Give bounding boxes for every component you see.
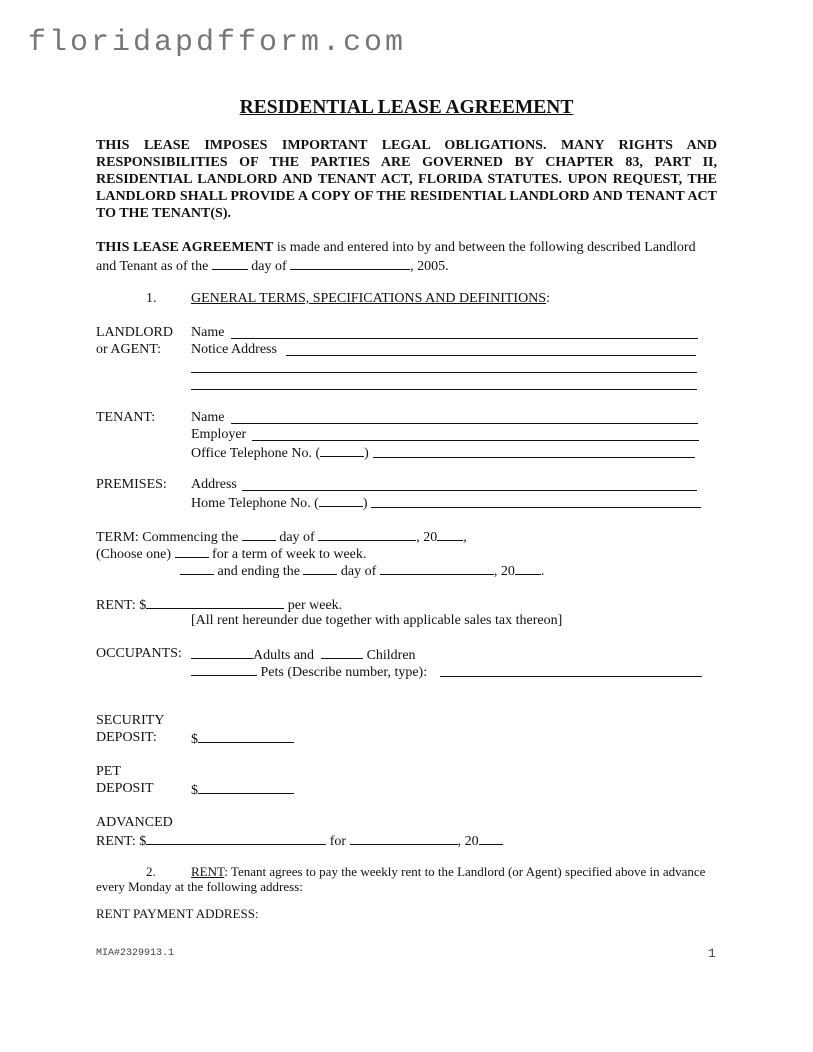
- advanced-year-field[interactable]: [479, 831, 503, 845]
- term-option-week-text: for a term of week to week.: [208, 547, 367, 562]
- intro-bold: THIS LEASE AGREEMENT: [96, 240, 274, 255]
- intro-day-field[interactable]: [212, 256, 248, 270]
- term-ending-text: and ending the: [214, 564, 304, 579]
- tenant-employer-field[interactable]: [252, 440, 699, 441]
- intro-text-2c: , 2005.: [410, 259, 449, 274]
- premises-address-field[interactable]: [242, 490, 697, 491]
- adults-label: Adults and: [253, 648, 315, 663]
- term-option-week-field[interactable]: [175, 544, 209, 558]
- pet-deposit-amount: [191, 780, 294, 799]
- term-choose-label: (Choose one): [96, 547, 172, 562]
- landlord-name-label: Name: [191, 325, 225, 340]
- home-phone-number-field[interactable]: [371, 507, 701, 508]
- intro-line-2: [96, 256, 449, 275]
- term-end-period: .: [540, 564, 545, 579]
- office-phone-area-code[interactable]: [320, 443, 364, 457]
- occupants-label: OCCUPANTS:: [96, 646, 182, 661]
- section-2-text: : Tenant agrees to pay the weekly rent to the Landlord (or Agent) specified above in advance: [224, 864, 706, 879]
- children-count-field[interactable]: [321, 645, 363, 659]
- tenant-office-phone: [191, 443, 369, 462]
- intro-line-1: [96, 239, 696, 256]
- office-phone-paren: ): [364, 446, 369, 461]
- intro-text-1: is made and entered into by and between the following described Landlord: [273, 240, 696, 255]
- tenant-name-field[interactable]: [231, 423, 698, 424]
- term-start-day-field[interactable]: [242, 527, 276, 541]
- security-label: SECURITY: [96, 713, 165, 728]
- tenant-label: TENANT:: [96, 410, 156, 425]
- security-dollar-sign: $: [191, 732, 198, 747]
- rent-note: [All rent hereunder due together with applicable sales tax thereon]: [191, 613, 563, 628]
- pets-line: [191, 662, 427, 681]
- landlord-address-field-3[interactable]: [191, 389, 697, 390]
- section-1-heading-text: GENERAL TERMS, SPECIFICATIONS AND DEFINITIONS: [191, 291, 547, 306]
- office-phone-number-field[interactable]: [373, 457, 695, 458]
- home-phone-area-code[interactable]: [319, 493, 363, 507]
- security-deposit-field[interactable]: [198, 729, 294, 743]
- section-2-line-2: every Monday at the following address:: [96, 879, 303, 894]
- pet-label: PET: [96, 764, 121, 779]
- section-1-number: 1.: [146, 291, 157, 306]
- premises-address-label: Address: [191, 477, 237, 492]
- term-text-comma: ,: [463, 530, 467, 545]
- term-start-year-field[interactable]: [437, 527, 463, 541]
- section-2-number: 2.: [146, 864, 156, 879]
- landlord-address-field-2[interactable]: [191, 372, 697, 373]
- pet-dollar-sign: $: [191, 783, 198, 798]
- watermark: floridapdfform.com: [28, 26, 407, 60]
- home-phone-paren: ): [362, 496, 368, 511]
- landlord-address-field[interactable]: [286, 355, 696, 356]
- document-id: MIA#2329913.1: [96, 948, 175, 959]
- home-phone-label: Home Telephone No. (: [191, 496, 319, 511]
- agent-label: or AGENT:: [96, 342, 162, 357]
- advanced-rent-amount-field[interactable]: [146, 831, 326, 845]
- premises-label: PREMISES:: [96, 477, 167, 492]
- term-end-month-field[interactable]: [380, 561, 494, 575]
- term-line-3: [180, 561, 544, 580]
- pet-deposit-label: DEPOSIT: [96, 781, 154, 796]
- section-2-heading: RENT: [191, 864, 225, 879]
- pets-description-field[interactable]: [440, 676, 702, 677]
- security-deposit-label: DEPOSIT:: [96, 730, 157, 745]
- landlord-address-label: Notice Address: [191, 342, 277, 357]
- term-start-month-field[interactable]: [318, 527, 416, 541]
- office-phone-label: Office Telephone No. (: [191, 446, 321, 461]
- home-phone: [191, 493, 368, 512]
- term-label: TERM: Commencing the: [96, 530, 242, 545]
- term-option-end-field[interactable]: [180, 561, 214, 575]
- rent-per-week: per week.: [284, 598, 343, 613]
- legal-notice-text: THIS LEASE IMPOSES IMPORTANT LEGAL OBLIGATIONS. MANY RIGHTS AND RESPONSIBILITIES OF THE PARTIES ARE GOVERNED BY CHAPTER 83, PART II, RESIDENTIAL LANDLORD AND TENANT ACT, FLORIDA STATUTES. UPON REQUEST, THE LANDLORD SHALL PROVIDE A COPY OF THE RESIDENTIAL LANDLORD AND TENANT ACT TO THE TENANT(S).: [96, 138, 717, 221]
- rent-label: RENT: $: [96, 598, 147, 613]
- security-deposit-amount: [191, 729, 294, 748]
- term-text-dayof: day of: [275, 530, 319, 545]
- advanced-for-field[interactable]: [350, 831, 458, 845]
- pets-count-field[interactable]: [191, 662, 257, 676]
- pet-deposit-field[interactable]: [198, 780, 294, 794]
- landlord-label: LANDLORD: [96, 325, 173, 340]
- tenant-name-label: Name: [191, 410, 225, 425]
- advanced-20-text: , 20: [457, 834, 479, 849]
- intro-month-field[interactable]: [290, 256, 410, 270]
- advanced-label: ADVANCED: [96, 815, 173, 830]
- section-1-colon: :: [546, 291, 550, 306]
- document-title: RESIDENTIAL LEASE AGREEMENT: [239, 97, 574, 118]
- pets-label: Pets (Describe number, type):: [260, 665, 428, 680]
- term-end-day-field[interactable]: [303, 561, 337, 575]
- term-end-dayof-text: day of: [337, 564, 380, 579]
- term-text-20: , 20: [416, 530, 438, 545]
- term-end-20-text: , 20: [493, 564, 515, 579]
- section-1-heading: [191, 290, 550, 307]
- advanced-rent-label: RENT: $: [96, 834, 147, 849]
- landlord-name-field[interactable]: [231, 338, 698, 339]
- adults-count-field[interactable]: [191, 645, 253, 659]
- children-label: Children: [366, 648, 416, 663]
- tenant-employer-label: Employer: [191, 427, 247, 442]
- rent-amount-field[interactable]: [146, 595, 284, 609]
- advanced-rent-line: [96, 831, 503, 850]
- page-number: 1: [708, 946, 716, 961]
- term-end-year-field[interactable]: [515, 561, 541, 575]
- rent-payment-address-label: RENT PAYMENT ADDRESS:: [96, 906, 259, 921]
- intro-text-2a: and Tenant as of the: [96, 259, 212, 274]
- legal-notice: [96, 137, 717, 222]
- advanced-for-text: for: [326, 834, 350, 849]
- intro-text-2b: day of: [247, 259, 291, 274]
